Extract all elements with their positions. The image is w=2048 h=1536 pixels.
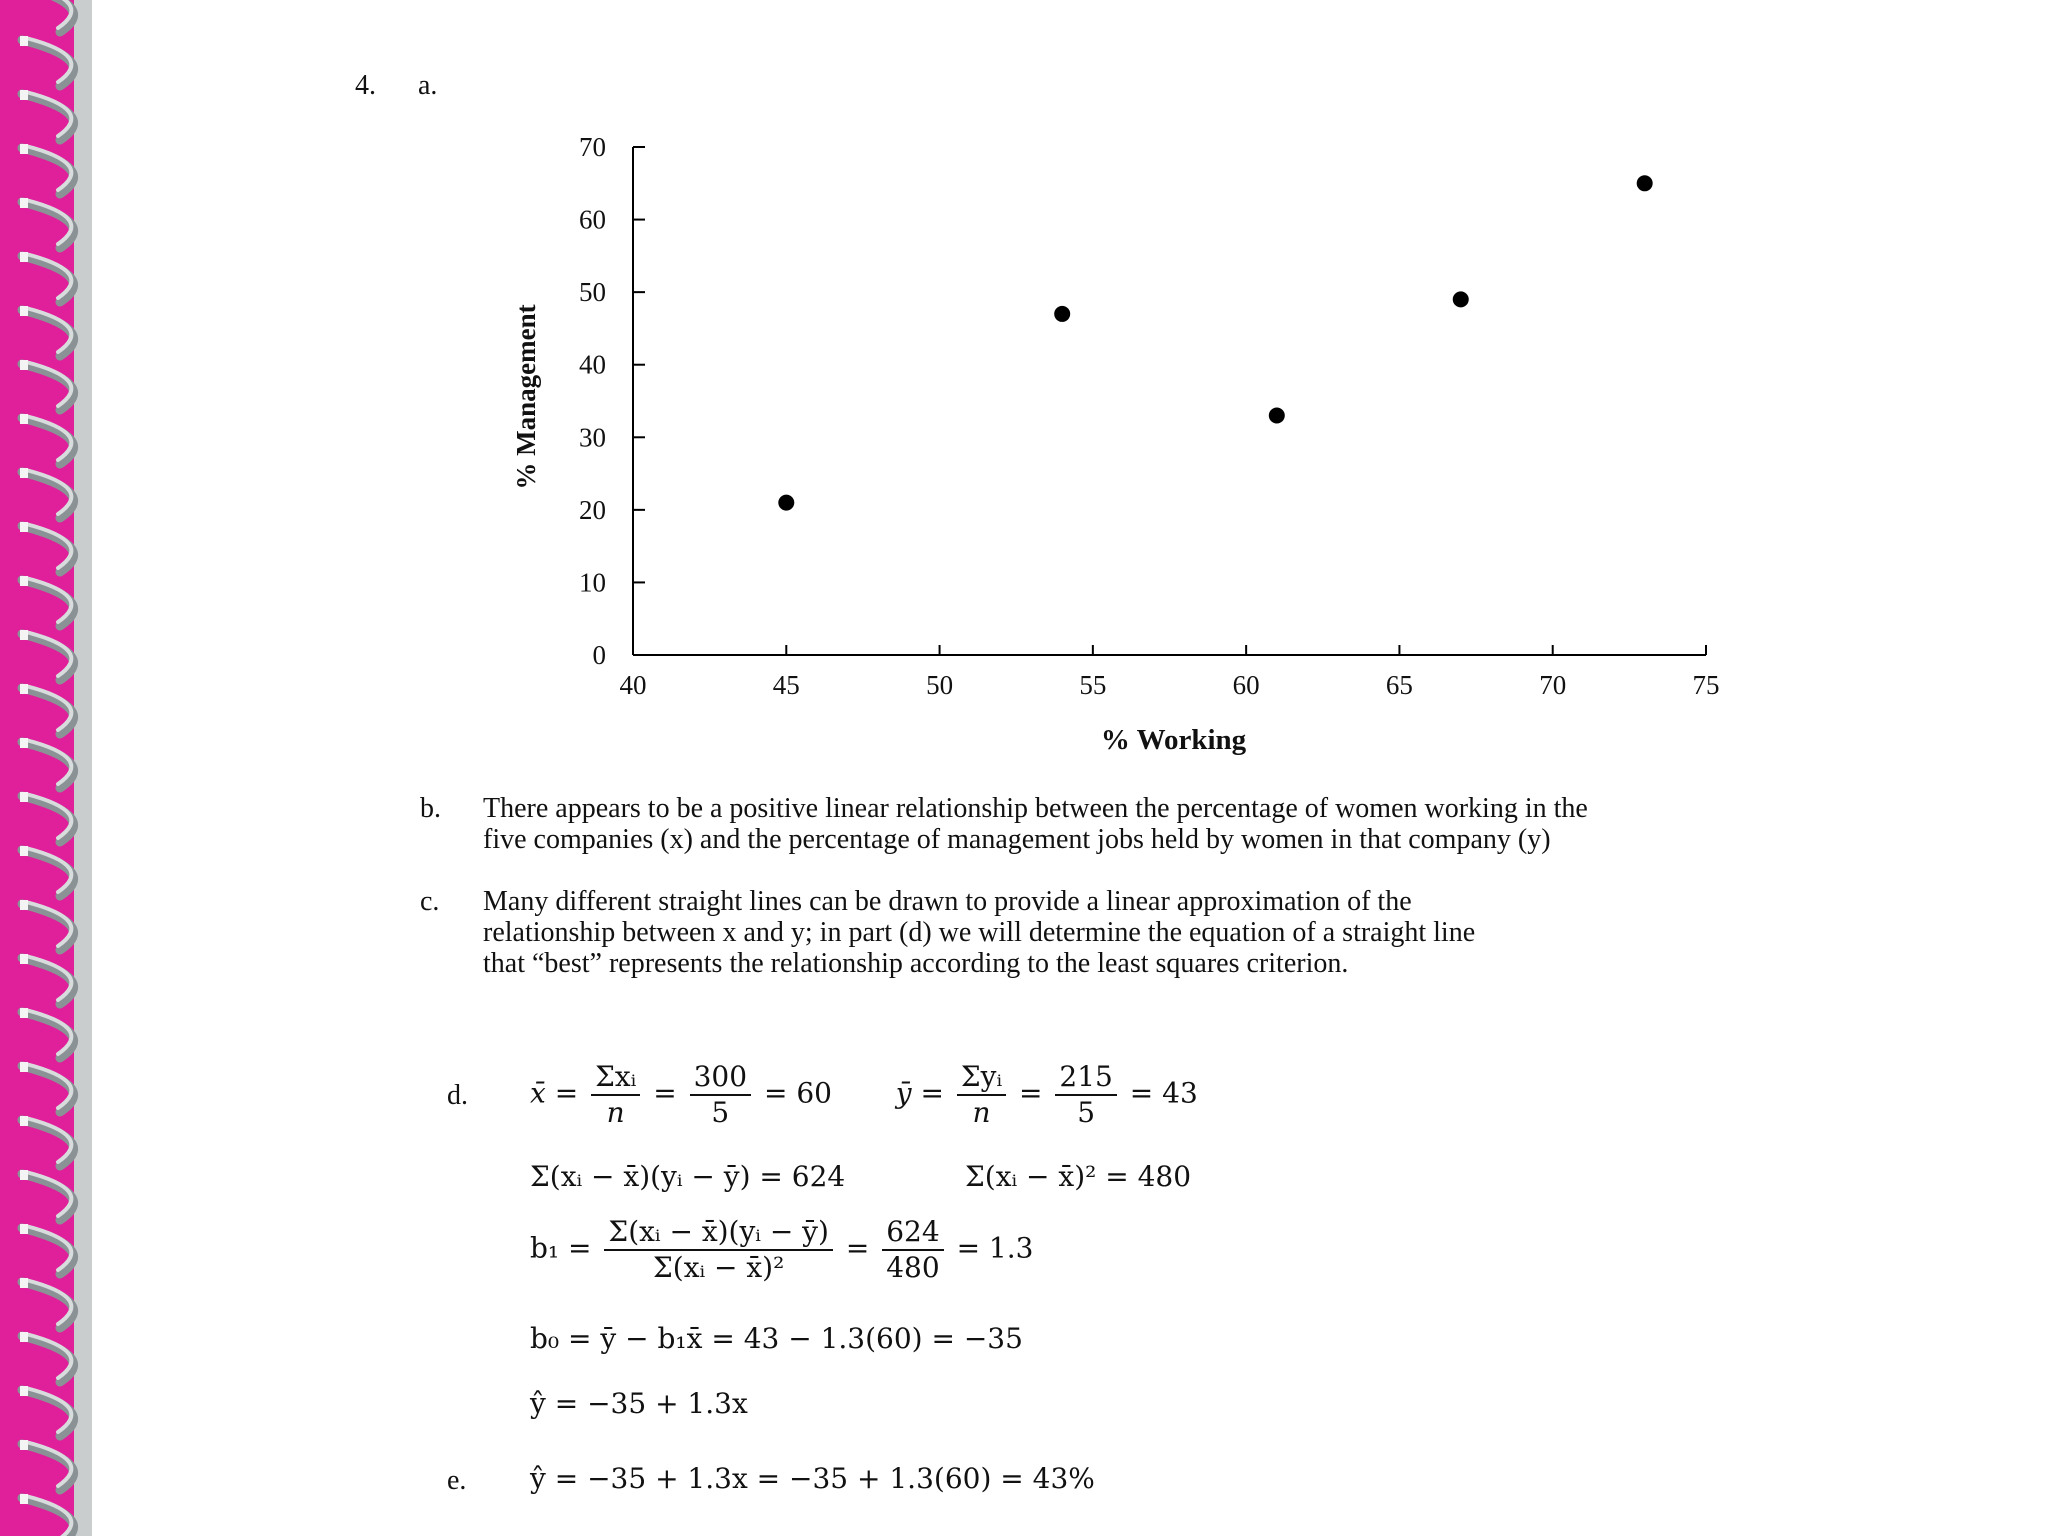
regression-equation: ŷ = −35 + 1.3x <box>530 1387 748 1420</box>
mean-equations: x̄ = $\frac{\text{Σxᵢ}}{n}$ = $\frac{300}{5}$ = 60 ȳ = $\frac{\text{Σyᵢ}}{n}$ = $\frac{215}{5}$ = 43 <box>530 1060 1198 1129</box>
x-tick-label: 45 <box>772 670 800 700</box>
xbar-sum-fraction: $\frac{\text{Σxᵢ}}{n}$ <box>591 1060 640 1130</box>
part-c-line-1: Many different straight lines can be drawn to provide a linear approximation of the <box>483 886 1412 917</box>
ybar-value-fraction: $\frac{215}{5}$ <box>1055 1060 1116 1130</box>
y-tick-label: 60 <box>579 204 606 235</box>
data-point <box>1453 291 1469 307</box>
part-b-line-1: There appears to be a positive linear relationship between the percentage of women working in the <box>483 793 1588 824</box>
ybar-sum-fraction: $\frac{\text{Σyᵢ}}{n}$ <box>957 1060 1006 1130</box>
part-b-line-2: five companies (x) and the percentage of management jobs held by women in that company (y) <box>483 824 1551 855</box>
x-tick-label: 65 <box>1385 670 1413 700</box>
b1-equation: b₁ = $\frac{\text{Σ(xᵢ − x̄)(yᵢ − ȳ)}}{\text{Σ(xᵢ − x̄)²}}$ = $\frac{624}{480}$ = 1.3 <box>530 1215 1034 1284</box>
x-axis-label: % Working <box>1100 724 1247 756</box>
data-point <box>1269 408 1285 424</box>
y-tick-label: 70 <box>579 132 606 162</box>
x-tick-label: 70 <box>1539 670 1567 700</box>
sxx-equation: Σ(xᵢ − x̄)² = 480 <box>965 1160 1192 1193</box>
x-tick-label: 55 <box>1079 670 1107 700</box>
x-tick-label: 50 <box>926 670 954 700</box>
data-point <box>1054 306 1070 322</box>
b1-value-fraction: $\frac{624}{480}$ <box>882 1215 943 1285</box>
y-tick-label: 0 <box>592 640 606 670</box>
y-axis-label: % Management <box>511 304 541 490</box>
part-c-line-3: that “best” represents the relationship according to the least squares criterion. <box>483 948 1349 979</box>
xbar-result: = 60 <box>763 1076 832 1110</box>
y-tick-label: 50 <box>579 277 606 308</box>
x-tick-label: 40 <box>619 670 647 700</box>
ybar-result: = 43 <box>1129 1076 1198 1110</box>
y-tick-label: 20 <box>579 494 606 525</box>
y-tick-label: 10 <box>579 567 606 598</box>
sxy-equation: Σ(xᵢ − x̄)(yᵢ − ȳ) = 624 <box>530 1160 846 1193</box>
b1-result: = 1.3 <box>956 1231 1034 1265</box>
xbar-value-fraction: $\frac{300}{5}$ <box>690 1060 751 1130</box>
x-tick-label: 75 <box>1692 670 1720 700</box>
part-a-label: a. <box>418 70 438 101</box>
problem-number: 4. <box>355 70 376 101</box>
part-e-label: e. <box>447 1465 467 1496</box>
b1-formula-fraction: $\frac{\text{Σ(xᵢ − x̄)(yᵢ − ȳ)}}{\text{Σ(xᵢ − x̄)²}}$ <box>604 1215 833 1285</box>
x-tick-label: 60 <box>1232 670 1260 700</box>
y-tick-label: 40 <box>579 349 606 380</box>
part-c-label: c. <box>420 886 440 917</box>
prediction-equation: ŷ = −35 + 1.3x = −35 + 1.3(60) = 43% <box>530 1462 1095 1495</box>
data-point <box>778 495 794 511</box>
ybar-symbol: ȳ = <box>895 1076 944 1110</box>
xbar-symbol: x̄ = <box>530 1076 579 1110</box>
b0-equation: b₀ = ȳ − b₁x̄ = 43 − 1.3(60) = −35 <box>530 1322 1023 1355</box>
part-b-label: b. <box>420 793 441 824</box>
part-c-line-2: relationship between x and y; in part (d) we will determine the equation of a straight line <box>483 917 1476 948</box>
y-tick-label: 30 <box>579 422 606 453</box>
part-d-label: d. <box>447 1080 468 1111</box>
data-point <box>1637 175 1653 191</box>
